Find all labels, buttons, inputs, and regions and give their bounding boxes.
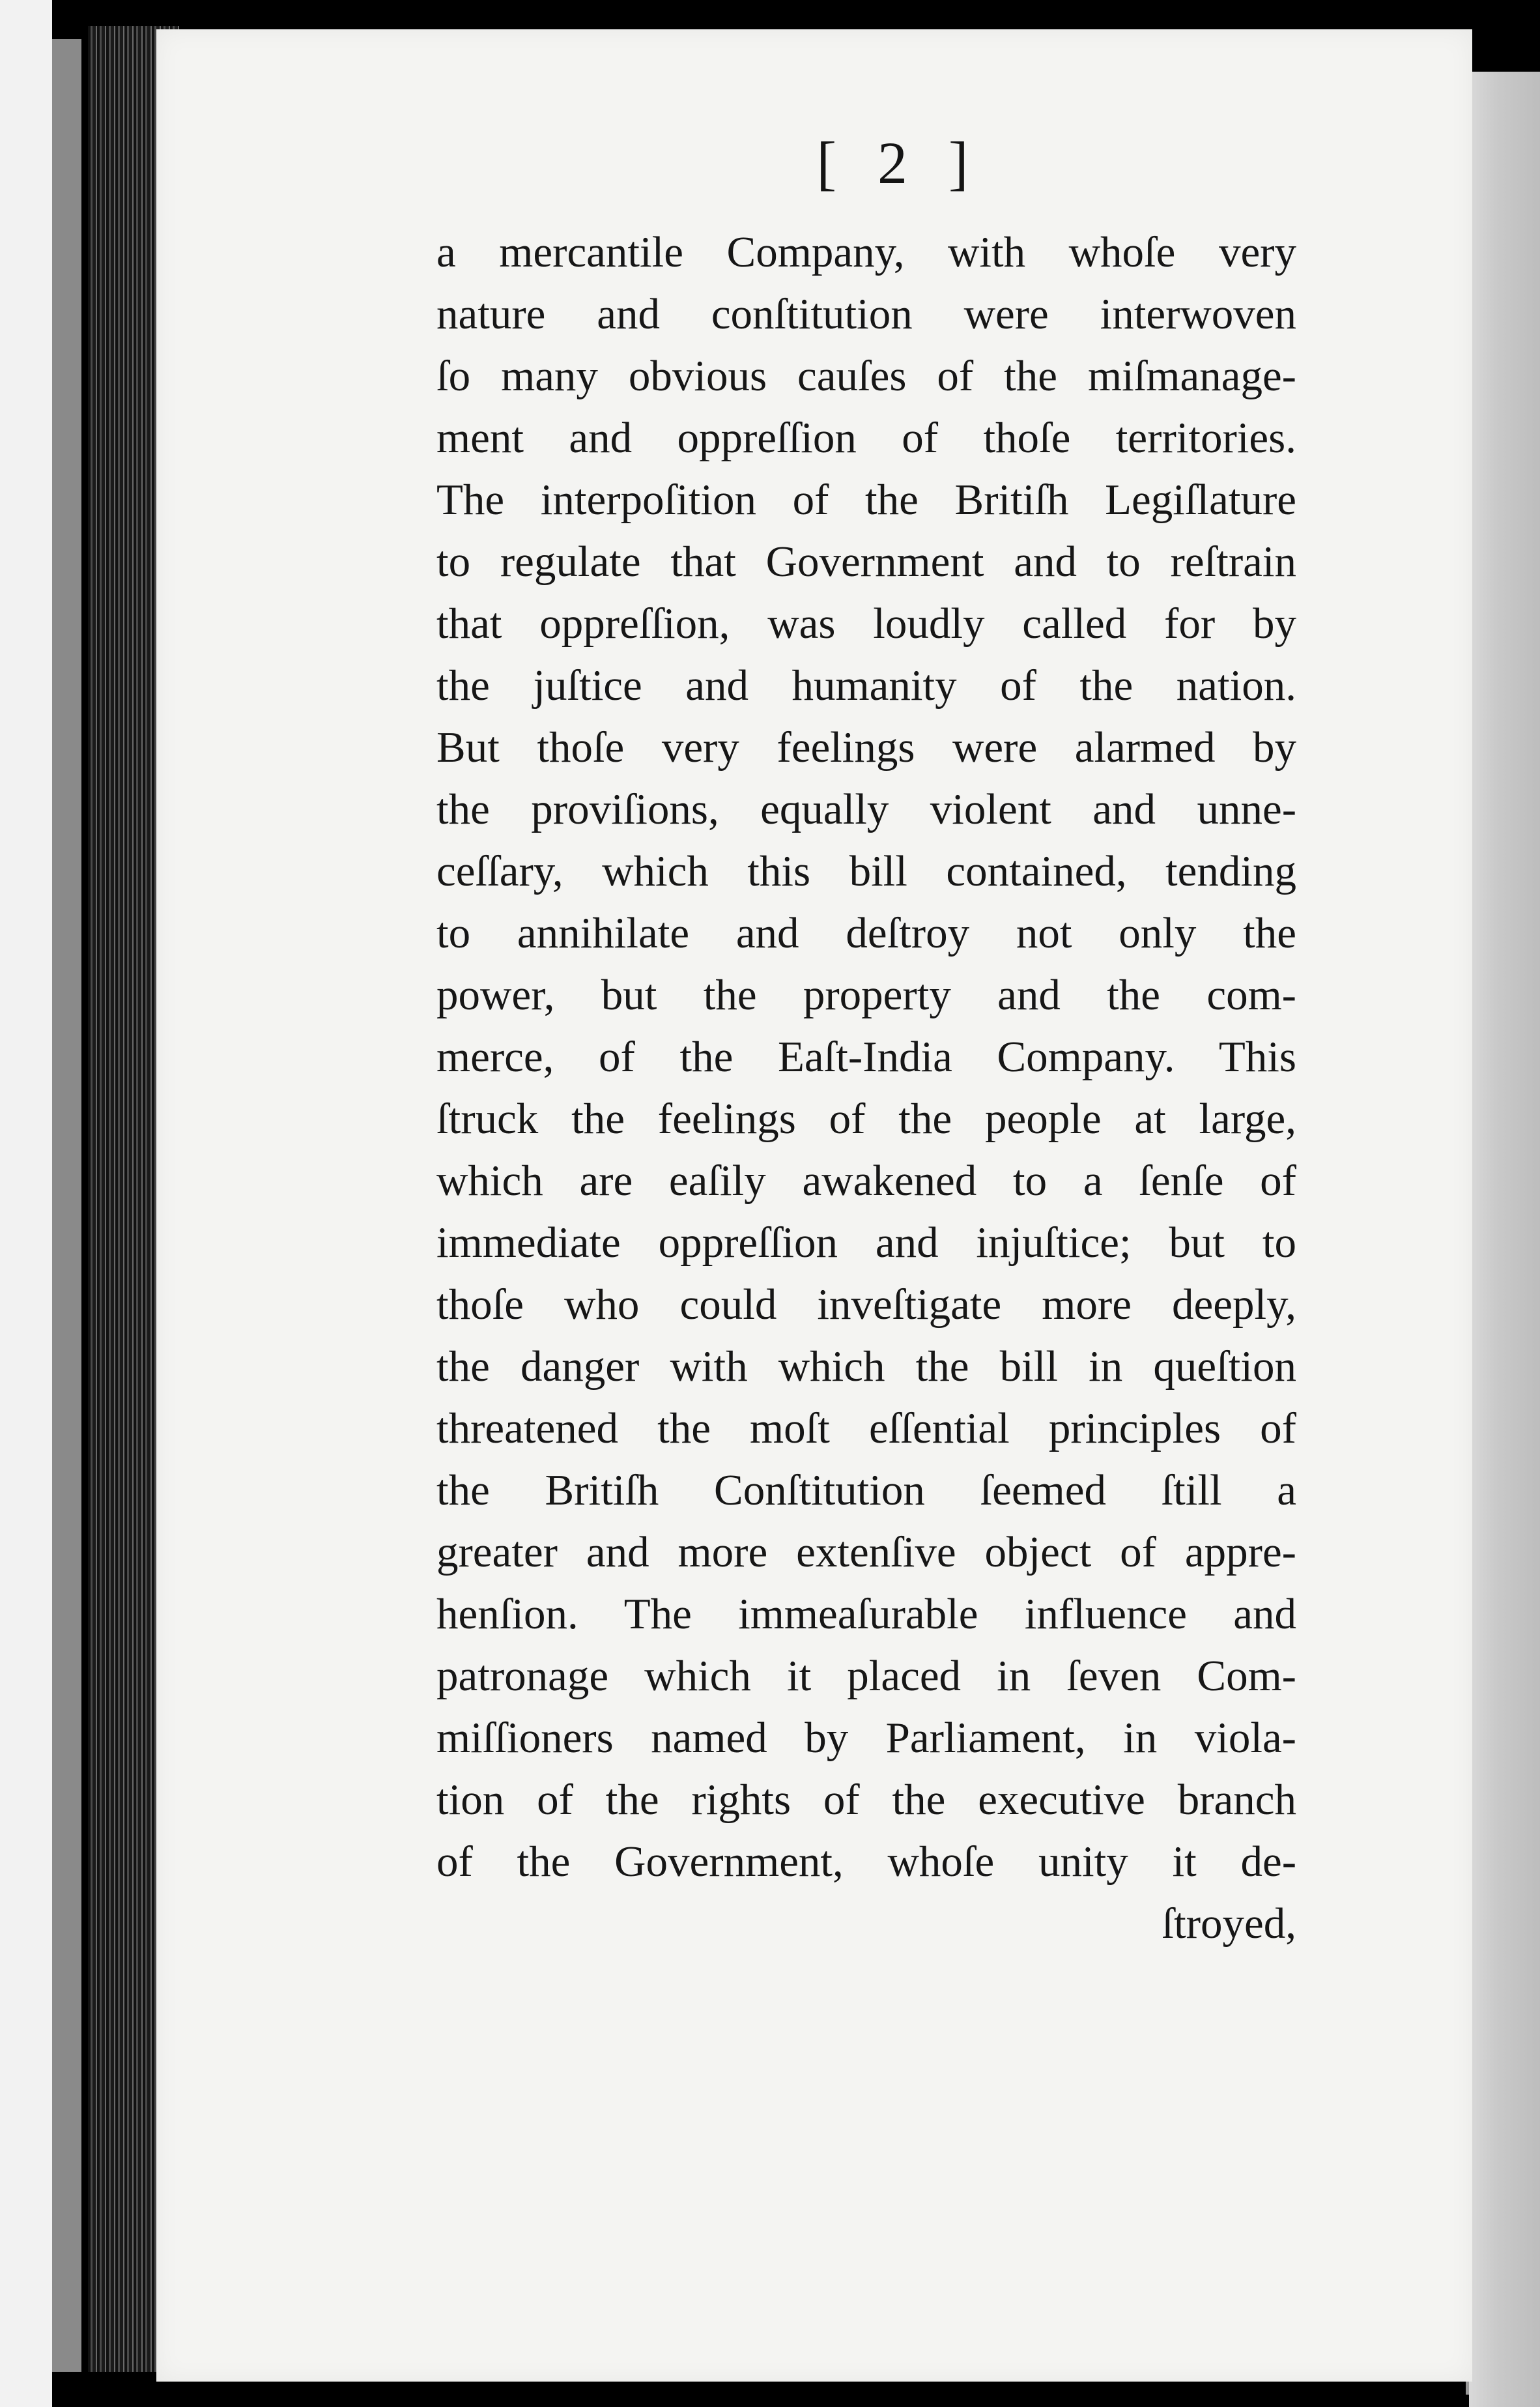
text-line: The interpoſition of the Britiſh Legiſlature — [436, 476, 1296, 524]
facing-page-edge — [1469, 72, 1540, 2407]
catchword: ſtroyed, — [1162, 1899, 1296, 1948]
text-line: ſtruck the feelings of the people at large, — [436, 1095, 1296, 1143]
text-line: to annihilate and deſtroy not only the — [436, 909, 1296, 957]
text-line: immediate oppreſſion and injuſtice; but to — [436, 1218, 1296, 1267]
text-line: patronage which it placed in ſeven Com- — [436, 1652, 1296, 1700]
text-line: ceſſary, which this bill contained, tending — [436, 847, 1296, 895]
page-number-header: [ 2 ] — [816, 130, 982, 196]
text-line: thoſe who could inveſtigate more deeply, — [436, 1280, 1296, 1329]
text-line: to regulate that Government and to reſtrain — [436, 538, 1296, 586]
text-line: power, but the property and the com- — [436, 971, 1296, 1019]
text-line: of the Government, whoſe unity it de- — [436, 1838, 1296, 1886]
text-line: the juſtice and humanity of the nation. — [436, 661, 1296, 710]
text-line: the danger with which the bill in queſtion — [436, 1342, 1296, 1391]
text-line: the proviſions, equally violent and unne- — [436, 785, 1296, 833]
text-line: merce, of the Eaſt-India Company. This — [436, 1033, 1296, 1081]
text-line: threatened the moſt eſſential principles of — [436, 1404, 1296, 1452]
text-line: henſion. The immeaſurable influence and — [436, 1590, 1296, 1638]
text-line: nature and conſtitution were interwoven — [436, 290, 1296, 338]
text-line: ſo many obvious cauſes of the miſmanage- — [436, 352, 1296, 400]
text-line: greater and more extenſive object of appre- — [436, 1528, 1296, 1576]
scan-left-border — [0, 0, 52, 2407]
text-line: miſſioners named by Parliament, in viola- — [436, 1714, 1296, 1762]
text-line: which are eaſily awakened to a ſenſe of — [436, 1157, 1296, 1205]
text-line: a mercantile Company, with whoſe very — [436, 228, 1296, 276]
text-line: the Britiſh Conſtitution ſeemed ſtill a — [436, 1466, 1296, 1514]
text-line: tion of the rights of the executive branch — [436, 1776, 1296, 1824]
text-line: that oppreſſion, was loudly called for by — [436, 599, 1296, 648]
text-line: ment and oppreſſion of thoſe territories. — [436, 414, 1296, 462]
page-edge-shadow — [52, 39, 81, 2372]
text-line: But thoſe very feelings were alarmed by — [436, 723, 1296, 771]
body-text — [436, 222, 1296, 1955]
